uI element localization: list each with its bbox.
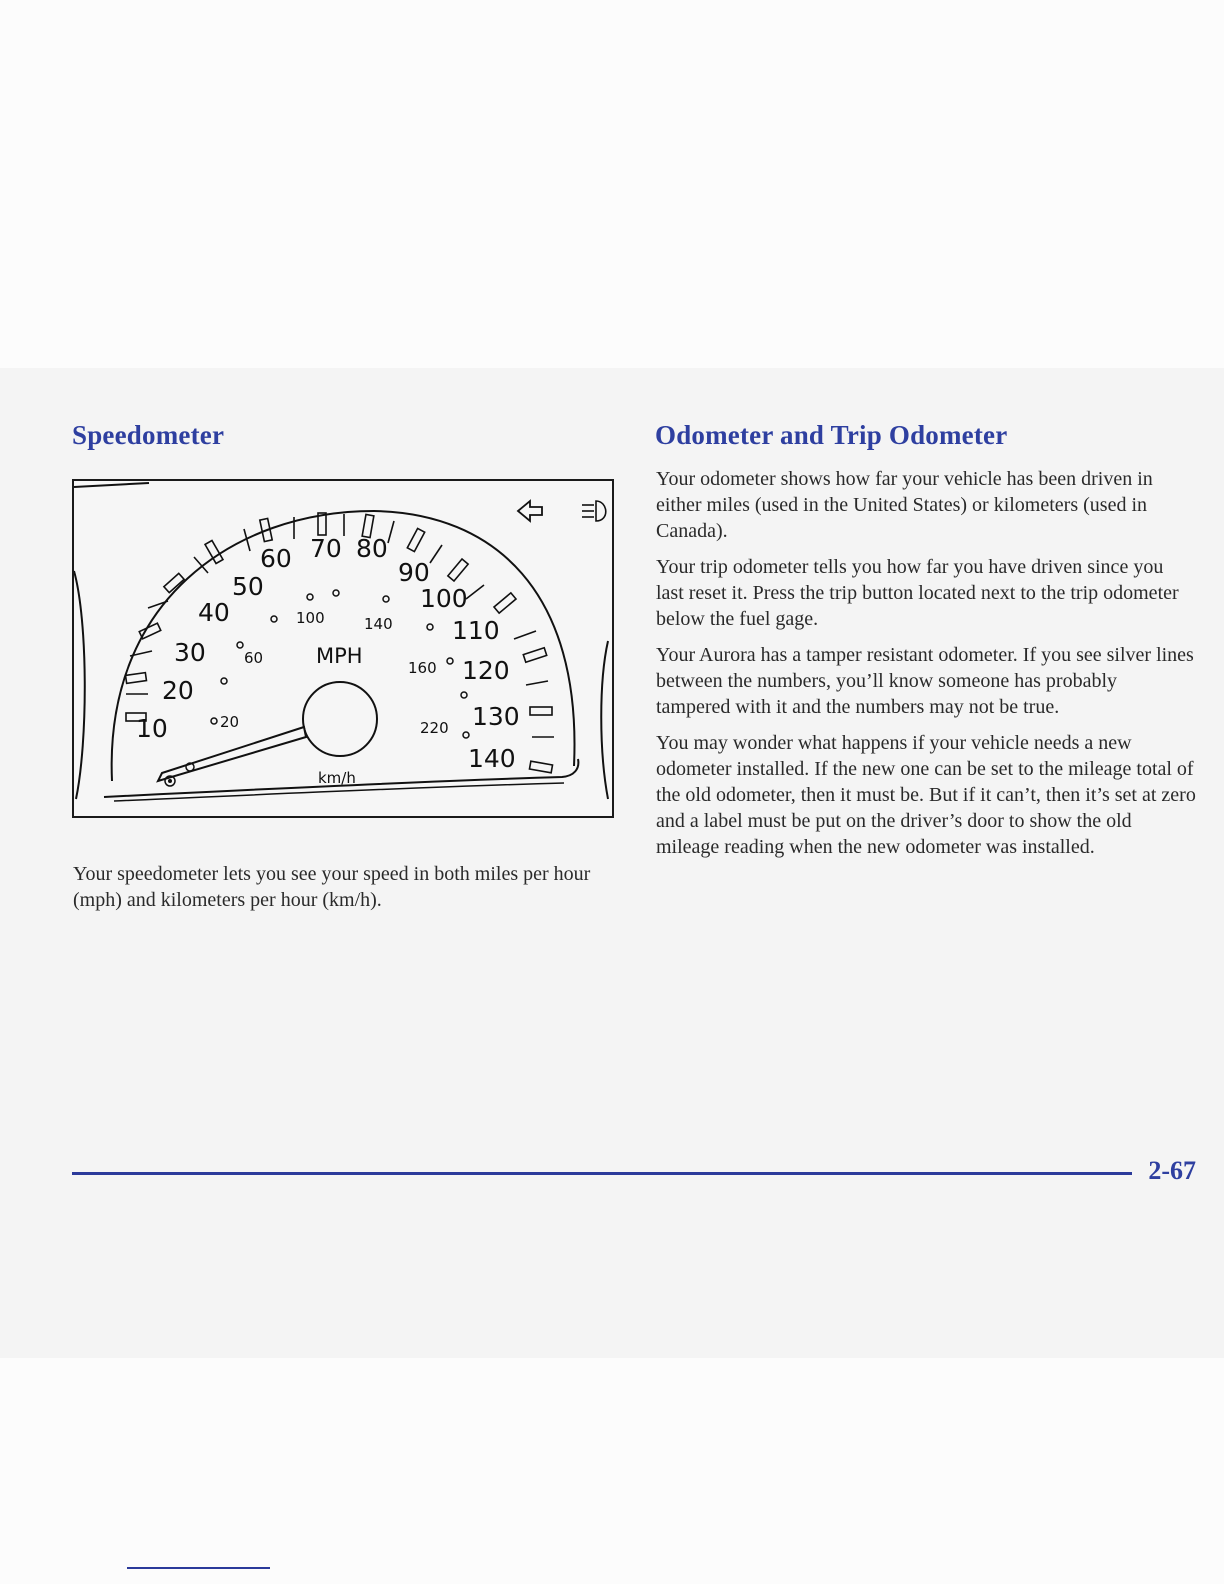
footer-rule — [72, 1172, 1132, 1175]
kmh-label-220: 220 — [420, 719, 449, 737]
speedometer-heading: Speedometer — [72, 420, 225, 450]
speed-needle — [158, 727, 306, 781]
mph-label-10: 10 — [136, 714, 168, 743]
page-number: 2-67 — [1148, 1156, 1196, 1185]
mph-label-20: 20 — [162, 676, 194, 705]
mph-label-30: 30 — [174, 638, 206, 667]
tamper-paragraph: Your Aurora has a tamper resistant odometer. If you see silver lines between the numbers, you’ll know someone has probably tampered with it and the numbers may not be true. — [656, 644, 1194, 718]
speedometer-illustration — [72, 479, 614, 818]
mph-label-50: 50 — [232, 572, 264, 601]
needle-hub — [303, 682, 377, 756]
mph-label-120: 120 — [462, 656, 510, 685]
odometer-paragraph: Your odometer shows how far your vehicle has been driven in either miles (used in the United States) or kilometers (used in Canada). — [656, 468, 1153, 542]
kmh-label-60: 60 — [244, 649, 264, 667]
odometer-heading: Odometer and Trip Odometer — [655, 420, 1008, 450]
mph-label-70: 70 — [310, 534, 342, 563]
kmh-label-160: 160 — [408, 659, 437, 677]
speedometer-caption: Your speedometer lets you see your speed in both miles per hour (mph) and kilometers per hour (km/h). — [73, 863, 591, 911]
kmh-label-100: 100 — [296, 609, 325, 627]
headlamp-icon — [582, 501, 606, 521]
mph-label-40: 40 — [198, 598, 230, 627]
odometer-text — [656, 466, 1196, 870]
turn-signal-icon — [518, 501, 542, 521]
bottom-rule — [127, 1567, 270, 1569]
mph-label-80: 80 — [356, 534, 388, 563]
mph-unit-label: MPH — [316, 644, 363, 668]
mph-label-140: 140 — [468, 744, 516, 773]
replacement-paragraph: You may wonder what happens if your vehicle needs a new odometer installed. If the new one can be set to the mileage total of the old odometer, then it must be. But if it can’t, then it’s set at zero and a label must be put on the driver’s door to show the old mileage reading when the new odometer was installed. — [656, 732, 1196, 858]
kmh-label-20: 20 — [220, 713, 240, 731]
mph-label-130: 130 — [472, 702, 520, 731]
speedometer-gauge — [74, 481, 612, 816]
kmh-label-140: 140 — [364, 615, 393, 633]
trip-odometer-paragraph: Your trip odometer tells you how far you have driven since you last reset it. Press the trip button located next to the trip odometer below the fuel gage. — [656, 556, 1179, 630]
mph-label-90: 90 — [398, 558, 430, 587]
mph-label-110: 110 — [452, 616, 500, 645]
mph-label-60: 60 — [260, 544, 292, 573]
kmh-unit-label: km/h — [318, 769, 356, 787]
mph-label-100: 100 — [420, 584, 468, 613]
